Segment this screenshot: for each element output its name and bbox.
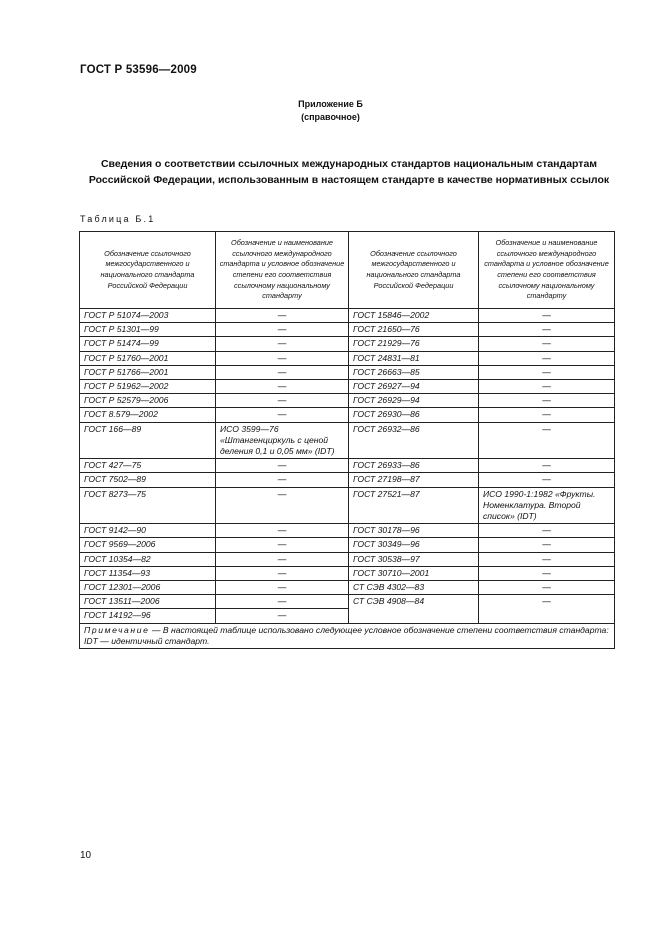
page-number: 10 xyxy=(80,850,92,861)
international-standard-cell: — xyxy=(216,323,349,337)
international-standard-cell: — xyxy=(216,524,349,538)
table-row xyxy=(80,566,615,580)
national-standard-cell: ГОСТ 24831—81 xyxy=(349,351,479,365)
header-national-standard-2: Обозначение ссылочного межгосударственного и национального стандарта Российской Федерации xyxy=(349,232,479,309)
international-standard-cell: — xyxy=(216,552,349,566)
national-standard-cell: ГОСТ 13511—2006 xyxy=(80,595,216,609)
international-standard-cell: — xyxy=(216,351,349,365)
standards-table xyxy=(79,231,615,649)
international-standard-cell: — xyxy=(216,473,349,487)
table-note-row xyxy=(80,623,615,648)
table-row xyxy=(80,365,615,379)
national-standard-cell: ГОСТ Р 51301—99 xyxy=(80,323,216,337)
national-standard-cell: ГОСТ 7502—89 xyxy=(80,473,216,487)
international-standard-cell: — xyxy=(479,581,615,595)
national-standard-cell: ГОСТ 30349—96 xyxy=(349,538,479,552)
national-standard-cell: ГОСТ 30710—2001 xyxy=(349,566,479,580)
note-line xyxy=(84,625,610,636)
international-standard-cell: — xyxy=(479,351,615,365)
international-standard-cell: — xyxy=(216,459,349,473)
international-standard-cell: — xyxy=(479,459,615,473)
national-standard-cell: ГОСТ 21929—76 xyxy=(349,337,479,351)
international-standard-cell: — xyxy=(216,309,349,323)
header-international-standard: Обозначение и наименование ссылочного международного стандарта и условное обозначение степени его соответствия ссылочному национальному стандарту xyxy=(216,232,349,309)
international-standard-cell: — xyxy=(216,337,349,351)
international-standard-cell: — xyxy=(479,524,615,538)
table-row xyxy=(80,524,615,538)
international-standard-cell: — xyxy=(479,394,615,408)
international-standard-cell: — xyxy=(216,408,349,422)
international-standard-cell: — xyxy=(216,566,349,580)
header-international-standard-2: Обозначение и наименование ссылочного международного стандарта и условное обозначение степени его соответствия ссылочному национальному стандарту xyxy=(479,232,615,309)
international-standard-cell: — xyxy=(479,337,615,351)
note-idt: IDT — идентичный стандарт. xyxy=(84,635,210,646)
national-standard-cell: ГОСТ Р 51474—99 xyxy=(80,337,216,351)
table-row xyxy=(80,323,615,337)
national-standard-cell: ГОСТ 10354—82 xyxy=(80,552,216,566)
national-standard-cell: ГОСТ 8.579—2002 xyxy=(80,408,216,422)
table-row xyxy=(80,581,615,595)
national-standard-cell: ГОСТ 27521—87 xyxy=(349,487,479,524)
appendix-title: Приложение Б xyxy=(298,99,363,109)
national-standard-cell: ГОСТ 26930—86 xyxy=(349,408,479,422)
international-standard-cell: — xyxy=(216,538,349,552)
appendix-subtitle: (справочное) xyxy=(301,112,360,122)
table-note xyxy=(80,623,615,648)
national-standard-cell: ГОСТ 14192—96 xyxy=(80,609,216,623)
national-standard-cell: ГОСТ 9569—2006 xyxy=(80,538,216,552)
table-row xyxy=(80,380,615,394)
national-standard-cell: ГОСТ 11354—93 xyxy=(80,566,216,580)
national-standard-cell: СТ СЭВ 4302—83 xyxy=(349,581,479,595)
table-row xyxy=(80,487,615,524)
national-standard-cell: ГОСТ 26929—94 xyxy=(349,394,479,408)
international-standard-cell: — xyxy=(216,595,349,609)
table-row xyxy=(80,595,615,609)
national-standard-cell: ГОСТ 26663—85 xyxy=(349,365,479,379)
international-standard-cell: — xyxy=(479,538,615,552)
national-standard-cell: ГОСТ Р 51962—2002 xyxy=(80,380,216,394)
table-row xyxy=(80,408,615,422)
note-text: — В настоящей таблице использовано следующее условное обозначение степени соответствия стандарта: xyxy=(149,624,609,635)
national-standard-cell: СТ СЭВ 4908—84 xyxy=(349,595,479,623)
international-standard-cell: — xyxy=(479,595,615,623)
national-standard-cell: ГОСТ 26927—94 xyxy=(349,380,479,394)
appendix-heading xyxy=(0,98,661,124)
header-national-standard: Обозначение ссылочного межгосударственного и национального стандарта Российской Федерации xyxy=(80,232,216,309)
national-standard-cell: ГОСТ 12301—2006 xyxy=(80,581,216,595)
table-body xyxy=(80,309,615,624)
international-standard-cell: — xyxy=(479,323,615,337)
table-row xyxy=(80,351,615,365)
international-standard-cell: ИСО 3599—76 «Штангенциркуль с ценой деления 0,1 и 0,05 мм» (IDT) xyxy=(216,422,349,459)
international-standard-cell: — xyxy=(479,552,615,566)
national-standard-cell: ГОСТ 166—89 xyxy=(80,422,216,459)
table-row xyxy=(80,459,615,473)
national-standard-cell: ГОСТ Р 52579—2006 xyxy=(80,394,216,408)
international-standard-cell: — xyxy=(216,365,349,379)
national-standard-cell: ГОСТ 26933—86 xyxy=(349,459,479,473)
international-standard-cell: — xyxy=(479,365,615,379)
national-standard-cell: ГОСТ 21650—76 xyxy=(349,323,479,337)
international-standard-cell: — xyxy=(479,408,615,422)
national-standard-cell: ГОСТ 27198—87 xyxy=(349,473,479,487)
table-row xyxy=(80,552,615,566)
national-standard-cell: ГОСТ Р 51760—2001 xyxy=(80,351,216,365)
document-code: ГОСТ Р 53596—2009 xyxy=(80,64,197,76)
international-standard-cell: ИСО 1990-1:1982 «Фрукты. Номенклатура. Второй список» (IDT) xyxy=(479,487,615,524)
international-standard-cell: — xyxy=(216,609,349,623)
table-row xyxy=(80,394,615,408)
table-header-row xyxy=(80,232,615,309)
national-standard-cell: ГОСТ Р 51766—2001 xyxy=(80,365,216,379)
table-row xyxy=(80,309,615,323)
international-standard-cell: — xyxy=(479,566,615,580)
national-standard-cell: ГОСТ 8273—75 xyxy=(80,487,216,524)
national-standard-cell: ГОСТ 30538—97 xyxy=(349,552,479,566)
table-row xyxy=(80,422,615,459)
note-label: Примечание xyxy=(84,624,150,635)
international-standard-cell: — xyxy=(479,422,615,459)
national-standard-cell: ГОСТ 30178—96 xyxy=(349,524,479,538)
international-standard-cell: — xyxy=(216,581,349,595)
section-title: Сведения о соответствии ссылочных международных стандартов национальным стандартам Российской Федерации, использованным в настоящем стандарте в качестве нормативных ссылок xyxy=(88,158,610,186)
table-row xyxy=(80,337,615,351)
international-standard-cell: — xyxy=(216,487,349,524)
international-standard-cell: — xyxy=(216,394,349,408)
international-standard-cell: — xyxy=(479,380,615,394)
national-standard-cell: ГОСТ Р 51074—2003 xyxy=(80,309,216,323)
national-standard-cell: ГОСТ 9142—90 xyxy=(80,524,216,538)
table-label: Таблица Б.1 xyxy=(80,214,156,224)
national-standard-cell: ГОСТ 427—75 xyxy=(80,459,216,473)
international-standard-cell: — xyxy=(479,309,615,323)
table-row xyxy=(80,538,615,552)
international-standard-cell: — xyxy=(216,380,349,394)
table-row xyxy=(80,473,615,487)
international-standard-cell: — xyxy=(479,473,615,487)
national-standard-cell: ГОСТ 26932—86 xyxy=(349,422,479,459)
national-standard-cell: ГОСТ 15846—2002 xyxy=(349,309,479,323)
